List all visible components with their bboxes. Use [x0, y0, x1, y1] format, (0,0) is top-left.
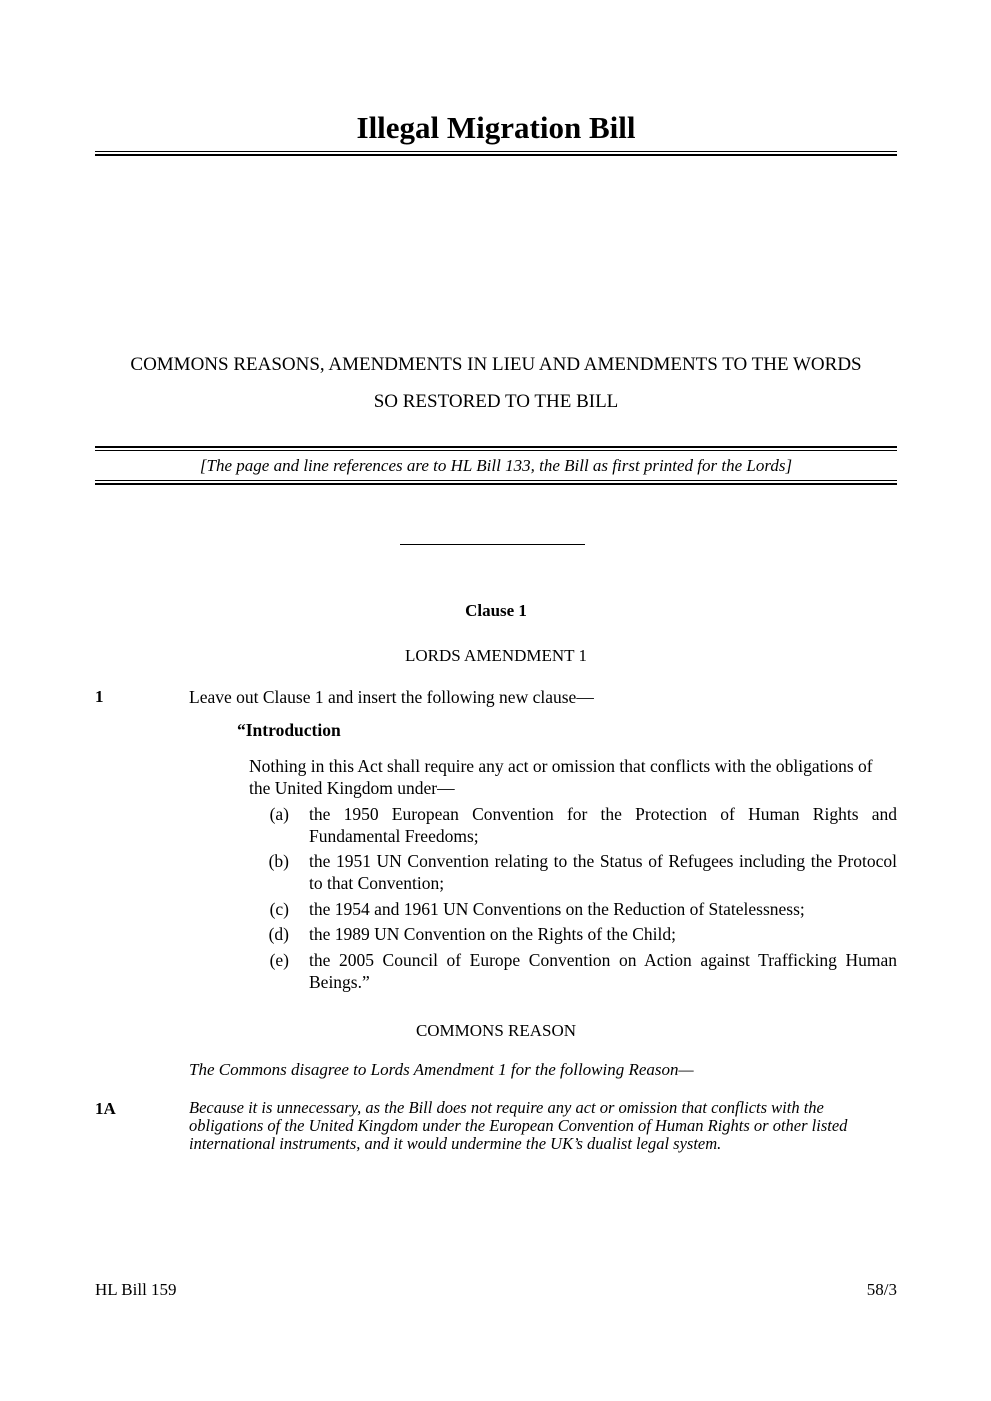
new-clause-title: “Introduction	[237, 720, 341, 740]
subtitle-line-2: SO RESTORED TO THE BILL	[373, 391, 619, 412]
amendment-number: 1	[95, 687, 104, 706]
bill-title: Illegal Migration Bill	[356, 110, 636, 145]
item-text: the 1951 UN Convention relating to the Status of Refugees including the Protocol to that Convention;	[309, 851, 897, 893]
section-divider	[400, 544, 585, 545]
note-rule-bottom-thick	[95, 483, 897, 485]
title-rule-thick	[95, 154, 897, 156]
footer-reference: 58/3	[866, 1280, 897, 1299]
item-label: (b)	[268, 851, 289, 871]
amendment-instruction: Leave out Clause 1 and insert the following new clause—	[189, 687, 594, 707]
title-rule-thin	[95, 151, 897, 152]
note-rule-top-thin	[95, 450, 897, 451]
subtitle-line-1: COMMONS REASONS, AMENDMENTS IN LIEU AND AMENDMENTS TO THE WORDS	[130, 354, 862, 375]
reason-number: 1A	[95, 1099, 116, 1118]
list-item	[249, 803, 897, 847]
list-item	[249, 898, 897, 920]
reason-heading: COMMONS REASON	[415, 1021, 577, 1040]
note-rule-bottom-thin	[95, 480, 897, 481]
item-text: the 2005 Council of Europe Convention on Action against Trafficking Human Beings.”	[309, 950, 897, 992]
item-label: (e)	[269, 950, 289, 970]
item-text: the 1950 European Convention for the Protection of Human Rights and Fundamental Freedoms;	[309, 804, 897, 846]
list-item	[249, 949, 897, 993]
item-text: the 1989 UN Convention on the Rights of the Child;	[309, 924, 676, 944]
new-clause-body: Nothing in this Act shall require any act or omission that conflicts with the obligations of the United Kingdom under—	[249, 756, 873, 798]
amendment-heading: LORDS AMENDMENT 1	[405, 646, 587, 665]
item-label: (d)	[268, 924, 289, 944]
clause-heading: Clause 1	[465, 601, 527, 620]
reason-text: Because it is unnecessary, as the Bill does not require any act or omission that conflicts with the obligations of the United Kingdom under the European Convention of Human Rights or other listed international instruments, and it would undermine the UK’s dualist legal system.	[189, 1098, 848, 1153]
footer-bill-number: HL Bill 159	[95, 1280, 177, 1299]
item-label: (a)	[269, 804, 289, 824]
list-item	[249, 850, 897, 894]
list-item	[249, 923, 897, 945]
item-label: (c)	[269, 899, 289, 919]
reason-intro: The Commons disagree to Lords Amendment 1 for the following Reason—	[189, 1060, 694, 1079]
reference-note: [The page and line references are to HL Bill 133, the Bill as first printed for the Lords]	[199, 456, 793, 475]
item-text: the 1954 and 1961 UN Conventions on the Reduction of Statelessness;	[309, 899, 805, 919]
document-subtitle	[95, 346, 897, 420]
note-rule-top-thick	[95, 446, 897, 448]
